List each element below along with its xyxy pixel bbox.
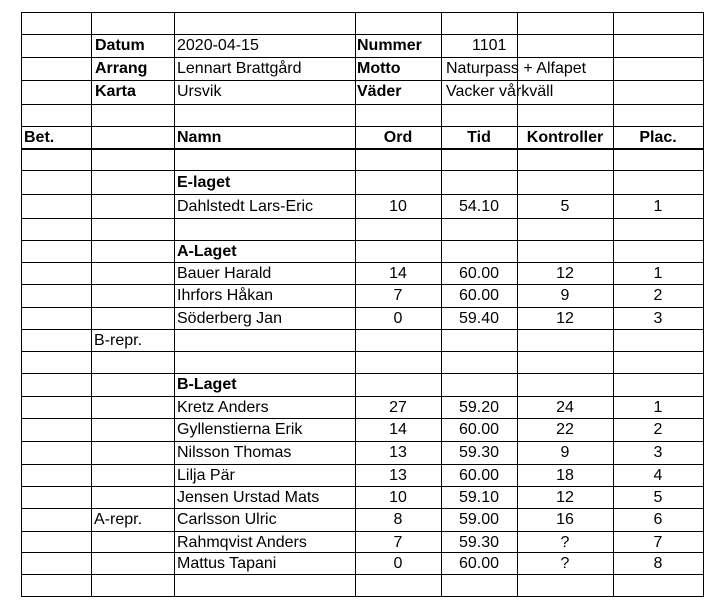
cell-ord: 7 bbox=[393, 287, 403, 304]
team-heading: B-Laget bbox=[177, 376, 237, 393]
cell-bet: A-repr. bbox=[94, 511, 143, 528]
cell-namn: Mattus Tapani bbox=[177, 555, 277, 572]
cell-kontroller: 22 bbox=[556, 421, 574, 438]
cell-tid: 60.00 bbox=[458, 555, 500, 572]
cell-kontroller: 9 bbox=[560, 444, 570, 461]
cell-plac: 5 bbox=[653, 489, 663, 506]
cell-tid: 59.10 bbox=[458, 489, 500, 506]
vader-label: Väder bbox=[357, 83, 402, 100]
cell-namn: Rahmqvist Anders bbox=[177, 534, 307, 551]
cell-tid: 59.00 bbox=[458, 511, 500, 528]
datum-value: 2020-04-15 bbox=[177, 37, 259, 54]
cell-namn: Ihrfors Håkan bbox=[177, 287, 274, 304]
grid-hline bbox=[21, 194, 704, 195]
cell-kontroller: 24 bbox=[556, 399, 574, 416]
header-plac: Plac. bbox=[639, 129, 677, 146]
cell-tid: 59.30 bbox=[458, 444, 500, 461]
grid-vline bbox=[174, 12, 175, 597]
grid-hline bbox=[21, 596, 704, 597]
cell-namn: Kretz Anders bbox=[177, 399, 269, 416]
cell-namn: Lilja Pär bbox=[177, 467, 235, 484]
cell-kontroller: 18 bbox=[556, 467, 574, 484]
cell-tid: 59.40 bbox=[458, 310, 500, 327]
cell-kontroller: 5 bbox=[560, 198, 570, 215]
cell-ord: 7 bbox=[393, 534, 403, 551]
cell-namn: Dahlstedt Lars-Eric bbox=[177, 198, 314, 215]
arrang-value: Lennart Brattgård bbox=[177, 60, 302, 77]
cell-namn: Nilsson Thomas bbox=[177, 444, 292, 461]
cell-namn: Jensen Urstad Mats bbox=[177, 489, 320, 506]
nummer-value: 1101 bbox=[472, 37, 507, 54]
grid-vline bbox=[91, 12, 92, 597]
cell-kontroller: 16 bbox=[556, 511, 574, 528]
arrang-label: Arrang bbox=[95, 60, 148, 77]
cell-kontroller: ? bbox=[560, 555, 570, 572]
cell-namn: Bauer Harald bbox=[177, 265, 272, 282]
motto-label: Motto bbox=[357, 60, 401, 77]
karta-label: Karta bbox=[95, 83, 136, 100]
vader-value: Vacker vårkväll bbox=[446, 83, 554, 100]
cell-ord: 10 bbox=[389, 198, 407, 215]
header-bet: Bet. bbox=[24, 129, 55, 146]
header-ord: Ord bbox=[383, 129, 413, 146]
cell-kontroller: 12 bbox=[556, 310, 574, 327]
cell-tid: 59.30 bbox=[458, 534, 500, 551]
header-kontroller: Kontroller bbox=[526, 129, 604, 146]
cell-tid: 60.00 bbox=[458, 265, 500, 282]
cell-namn: Gyllenstierna Erik bbox=[177, 421, 303, 438]
cell-ord: 10 bbox=[389, 489, 407, 506]
cell-bet: B-repr. bbox=[94, 332, 143, 349]
cell-ord: 13 bbox=[389, 444, 407, 461]
cell-kontroller: 12 bbox=[556, 265, 574, 282]
grid-vline bbox=[21, 12, 22, 597]
nummer-label: Nummer bbox=[357, 37, 422, 54]
grid-hline bbox=[21, 373, 704, 374]
cell-plac: 4 bbox=[653, 467, 663, 484]
grid-hline bbox=[21, 170, 704, 171]
cell-plac: 1 bbox=[653, 265, 663, 282]
datum-label: Datum bbox=[95, 37, 145, 54]
grid-hline bbox=[21, 240, 704, 241]
cell-plac: 3 bbox=[653, 310, 663, 327]
motto-value: Naturpass + Alfapet bbox=[446, 60, 587, 77]
grid-vline bbox=[703, 12, 704, 597]
cell-plac: 1 bbox=[653, 399, 663, 416]
cell-plac: 1 bbox=[653, 198, 663, 215]
cell-ord: 13 bbox=[389, 467, 407, 484]
cell-plac: 7 bbox=[653, 534, 663, 551]
cell-plac: 2 bbox=[653, 421, 663, 438]
team-heading: E-laget bbox=[177, 174, 231, 191]
cell-tid: 59.20 bbox=[458, 399, 500, 416]
cell-tid: 60.00 bbox=[458, 287, 500, 304]
cell-kontroller: ? bbox=[560, 534, 570, 551]
cell-ord: 14 bbox=[389, 265, 407, 282]
cell-tid: 60.00 bbox=[458, 467, 500, 484]
team-heading: A-Laget bbox=[177, 243, 237, 260]
cell-kontroller: 12 bbox=[556, 489, 574, 506]
cell-plac: 2 bbox=[653, 287, 663, 304]
cell-plac: 3 bbox=[653, 444, 663, 461]
grid-hline bbox=[21, 218, 704, 219]
cell-kontroller: 9 bbox=[560, 287, 570, 304]
cell-tid: 60.00 bbox=[458, 421, 500, 438]
cell-ord: 0 bbox=[393, 555, 403, 572]
header-tid: Tid bbox=[467, 129, 491, 146]
karta-value: Ursvik bbox=[177, 83, 222, 100]
cell-ord: 0 bbox=[393, 310, 403, 327]
grid-hline bbox=[21, 12, 704, 13]
cell-namn: Söderberg Jan bbox=[177, 310, 282, 327]
cell-plac: 6 bbox=[653, 511, 663, 528]
cell-ord: 27 bbox=[389, 399, 407, 416]
header-namn: Namn bbox=[177, 129, 222, 146]
grid-hline bbox=[21, 104, 704, 105]
cell-namn: Carlsson Ulric bbox=[177, 511, 277, 528]
cell-ord: 8 bbox=[393, 511, 403, 528]
cell-plac: 8 bbox=[653, 555, 663, 572]
cell-tid: 54.10 bbox=[458, 198, 500, 215]
cell-ord: 14 bbox=[389, 421, 407, 438]
